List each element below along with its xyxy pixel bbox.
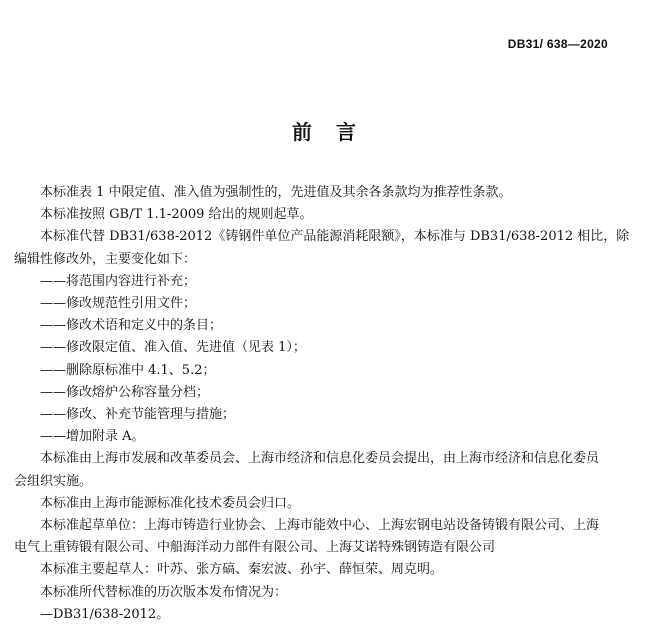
- foreword-body: [14, 182, 640, 626]
- change-item: ——修改术语和定义中的条目；: [40, 318, 223, 334]
- paragraph-proposer-line2: 会组织实施。: [14, 473, 93, 489]
- change-item: ——修改限定值、准入值、先进值（见表 1）；: [40, 340, 306, 356]
- paragraph-replacement-line2: 编辑性修改外，主要变化如下：: [14, 251, 197, 267]
- paragraph-drafting-units-line1: 本标准起草单位：上海市铸造行业协会、上海市能效中心、上海宏钢电站设备铸锻有限公司、上海: [40, 518, 600, 534]
- paragraph-history-intro: 本标准所代替标准的历次版本发布情况为：: [40, 584, 288, 600]
- paragraph-proposer-line1: 本标准由上海市发展和改革委员会、上海市经济和信息化委员会提出，由上海市经济和信息化委员: [40, 451, 600, 467]
- change-item: ——删除原标准中 4.1、5.2；: [40, 362, 216, 378]
- history-item: —DB31/638-2012。: [40, 606, 170, 622]
- paragraph-drafting-units-line2: 电气上重铸锻有限公司、中船海洋动力部件有限公司、上海艾诺特殊钢铸造有限公司: [14, 540, 496, 556]
- paragraph-drafters: 本标准主要起草人：叶苏、张方碻、秦宏波、孙宇、薛恒荣、周克明。: [40, 562, 444, 578]
- document-number: DB31/ 638—2020: [507, 37, 608, 51]
- change-item: ——增加附录 A。: [40, 429, 145, 445]
- paragraph-replacement-line1: 本标准代替 DB31/638-2012《铸钢件单位产品能源消耗限额》，本标准与 DB31/638-2012 相比，除: [40, 229, 630, 245]
- change-item: ——修改熔炉公称容量分档；: [40, 384, 210, 400]
- page-title: 前 言: [292, 120, 358, 144]
- paragraph-drafting-rules: 本标准按照 GB/T 1.1-2009 给出的规则起草。: [40, 207, 313, 223]
- change-item: ——修改、补充节能管理与措施；: [40, 407, 236, 423]
- change-item: ——修改规范性引用文件；: [40, 296, 197, 312]
- change-item: ——将范围内容进行补充；: [40, 273, 197, 289]
- paragraph-centralized: 本标准由上海市能源标准化技术委员会归口。: [40, 495, 301, 511]
- paragraph-mandatory-clauses: 本标准表 1 中限定值、准入值为强制性的，先进值及其余各条款均为推荐性条款。: [40, 185, 512, 200]
